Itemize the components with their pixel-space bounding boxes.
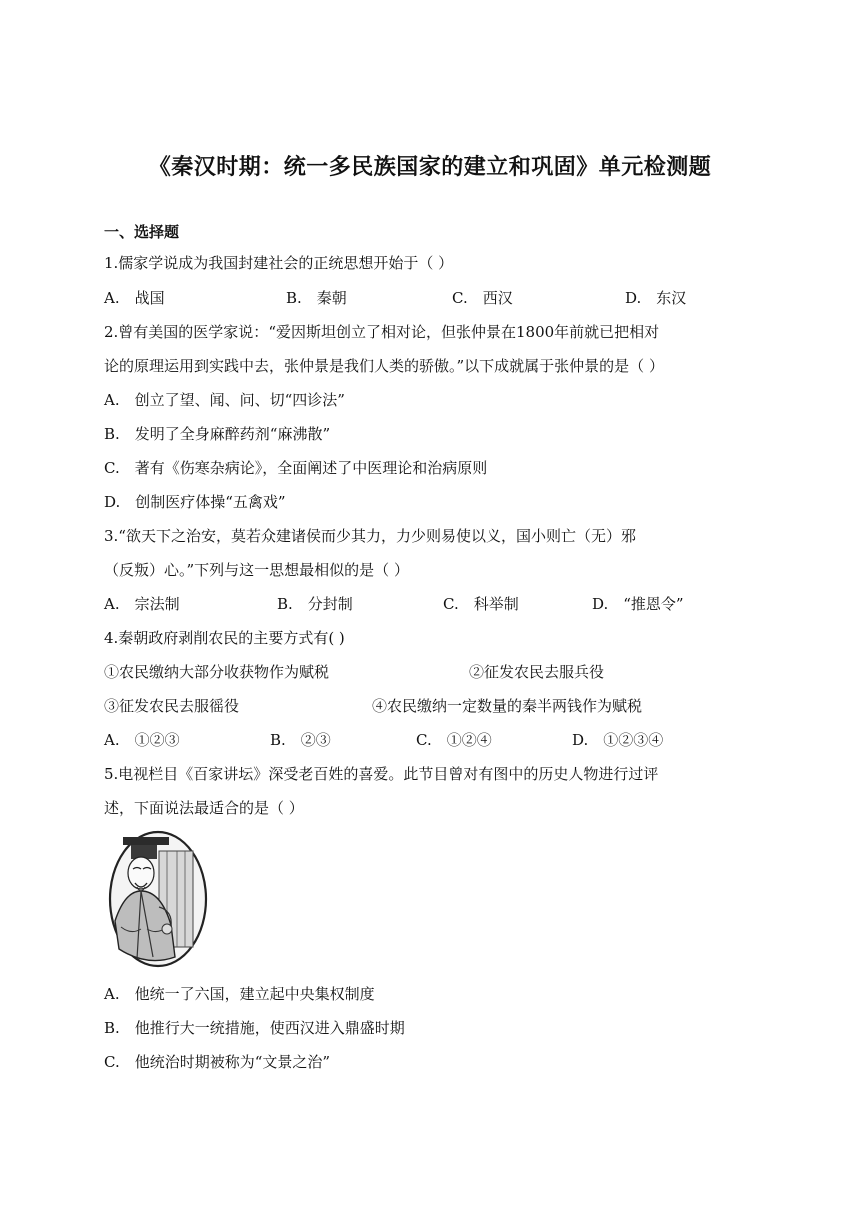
question-4-option-d: D. ①②③④ [572,731,664,749]
question-3-stem-line-2: （反叛）心。”下列与这一思想最相似的是（ ） [104,561,409,579]
question-4-option-c: C. ①②④ [416,731,492,749]
question-5-option-c: C. 他统治时期被称为“文景之治” [104,1053,331,1071]
question-4-item-3: ③征发农民去服徭役 [104,697,240,715]
question-3-option-b: B. 分封制 [277,595,353,613]
question-2-stem-line-1: 2.曾有美国的医学家说：“爱因斯坦创立了相对论，但张仲景在1800年前就已把相对 [104,323,660,341]
question-5-stem-line-2: 述，下面说法最适合的是（ ） [104,799,304,817]
question-3-stem-line-1: 3.“欲天下之治安，莫若众建诸侯而少其力，力少则易使以义，国小则亡（无）邪 [104,527,636,545]
question-4-stem: 4.秦朝政府剥削农民的主要方式有( ) [104,629,345,647]
question-2-option-d: D. 创制医疗体操“五禽戏” [104,493,286,511]
question-3-option-a: A. 宗法制 [104,595,180,613]
question-1-option-a: A. 战国 [104,289,165,307]
question-1-option-b: B. 秦朝 [286,289,347,307]
question-4-item-4: ④农民缴纳一定数量的秦半两钱作为赋税 [372,697,643,715]
question-2-option-b: B. 发明了全身麻醉药剂“麻沸散” [104,425,331,443]
question-1-option-c: C. 西汉 [452,289,513,307]
question-4-option-b: B. ②③ [270,731,331,749]
question-4-item-2: ②征发农民去服兵役 [469,663,605,681]
question-3-option-c: C. 科举制 [443,595,519,613]
question-2-option-c: C. 著有《伤寒杂病论》，全面阐述了中医理论和治病原则 [104,459,488,477]
question-2-stem-line-2: 论的原理运用到实践中去，张仲景是我们人类的骄傲。”以下成就属于张仲景的是（ ） [104,357,664,375]
question-3-option-d: D. “推恩令” [592,595,684,613]
question-2-option-a: A. 创立了望、闻、问、切“四诊法” [104,391,345,409]
question-1-option-d: D. 东汉 [625,289,687,307]
page-title: 《秦汉时期：统一多民族国家的建立和巩固》单元检测题 [148,155,712,180]
historical-figure-portrait [107,829,209,969]
question-4-option-a: A. ①②③ [104,731,180,749]
question-5-option-a: A. 他统一了六国，建立起中央集权制度 [104,985,375,1003]
question-1-stem: 1.儒家学说成为我国封建社会的正统思想开始于（ ） [104,254,454,272]
section-heading: 一、选择题 [104,223,180,241]
question-5-option-b: B. 他推行大一统措施，使西汉进入鼎盛时期 [104,1019,405,1037]
question-4-item-1: ①农民缴纳大部分收获物作为赋税 [104,663,330,681]
question-5-stem-line-1: 5.电视栏目《百家讲坛》深受老百姓的喜爱。此节目曾对有图中的历史人物进行过评 [104,765,659,783]
